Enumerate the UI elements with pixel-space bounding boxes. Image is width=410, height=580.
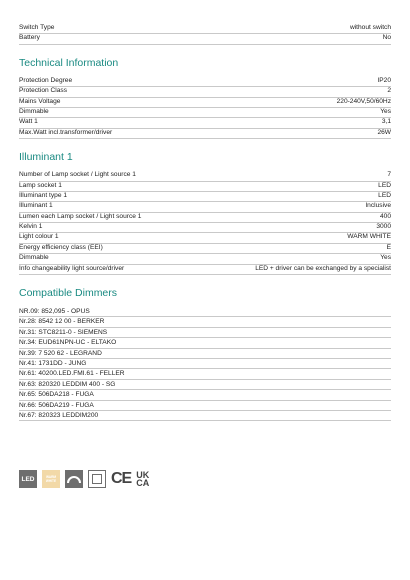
dimmable-arc-icon [67, 474, 81, 484]
spec-row [19, 129, 391, 139]
list-item: Nr.34: EUD61NPN-UC - ELTAKO [19, 338, 391, 348]
spec-label: Lumen each Lamp socket / Light source 1 [19, 212, 142, 220]
led-icon-label: LED [21, 475, 35, 483]
spec-value: Yes [380, 107, 391, 115]
spec-row [19, 244, 391, 254]
spec-row [19, 265, 391, 275]
list-item: Nr.67: 820323 LEDDIM200 [19, 411, 391, 421]
general-table [19, 24, 391, 45]
dimmer-list [19, 307, 391, 421]
spec-label: Max.Watt incl.transformer/driver [19, 128, 113, 136]
spec-label: Protection Degree [19, 76, 73, 84]
product-spec-sheet [19, 24, 391, 421]
led-icon [19, 470, 37, 488]
spec-value: LED [378, 191, 391, 199]
spec-label: Protection Class [19, 87, 68, 95]
spec-label: Watt 1 [19, 118, 38, 126]
spec-value: WARM WHITE [347, 233, 391, 241]
spec-value: IP20 [377, 76, 391, 84]
spec-row [19, 98, 391, 108]
list-item: Nr.41: 1731DD - JUNG [19, 359, 391, 369]
technical-information-heading: Technical Information [19, 56, 119, 69]
spec-row [19, 223, 391, 233]
spec-row [19, 34, 391, 44]
list-item: Nr.65: 506DA218 - FUGA [19, 390, 391, 400]
list-item: Nr.28: 8542 12 00 - BERKER [19, 317, 391, 327]
spec-value: Inclusive [365, 202, 391, 210]
spec-value: 400 [379, 212, 391, 220]
spec-row [19, 171, 391, 181]
spec-value: 7 [387, 171, 391, 179]
spec-value: 3,1 [381, 118, 391, 126]
dimmable-icon [65, 470, 83, 488]
spec-label: Mains Voltage [19, 97, 61, 105]
ukca-line1: UK [136, 470, 150, 480]
spec-row [19, 77, 391, 87]
spec-value: 2 [387, 87, 391, 95]
spec-row [19, 24, 391, 34]
spec-value: LED [378, 181, 391, 189]
technical-table [19, 77, 391, 139]
ce-mark-icon: CE [111, 470, 132, 487]
spec-value: LED + driver can be exchanged by a specialist [255, 264, 391, 272]
spec-label: Info changeability light source/driver [19, 264, 125, 272]
spec-label: Illuminant type 1 [19, 191, 68, 199]
list-item: NR.09: 852,095 - OPUS [19, 307, 391, 317]
spec-label: Number of Lamp socket / Light source 1 [19, 171, 136, 179]
illuminant-table [19, 171, 391, 275]
warm-white-line2: WHITE [45, 479, 57, 483]
protection-class-2-icon [88, 470, 106, 488]
list-item: Nr.31: STC8211-0 - SIEMENS [19, 328, 391, 338]
spec-row [19, 213, 391, 223]
ukca-mark-icon [136, 471, 156, 487]
spec-label: Battery [19, 34, 40, 42]
warm-white-line1: WARM [45, 475, 57, 479]
list-item: Nr.39: 7 520 62 - LEGRAND [19, 349, 391, 359]
spec-label: Energy efficiency class (EEI) [19, 243, 103, 251]
spec-value: Yes [380, 254, 391, 262]
list-item: Nr.66: 506DA219 - FUGA [19, 401, 391, 411]
compatible-dimmers-heading: Compatible Dimmers [19, 287, 118, 300]
spec-label: Kelvin 1 [19, 223, 43, 231]
protection-class-2-inner-square [92, 474, 102, 484]
spec-value: E [386, 243, 391, 251]
spec-label: Dimmable [19, 107, 49, 115]
spec-value: No [382, 34, 391, 42]
spec-value: 26W [377, 128, 391, 136]
spec-row [19, 108, 391, 118]
spec-row [19, 87, 391, 97]
list-item: Nr.63: 820320 LEDDIM 400 - SG [19, 380, 391, 390]
certification-icons [19, 470, 156, 488]
spec-value: 3000 [376, 223, 391, 231]
illuminant-heading: Illuminant 1 [19, 151, 73, 164]
spec-label: Lamp socket 1 [19, 181, 62, 189]
spec-row [19, 192, 391, 202]
spec-label: Light colour 1 [19, 233, 59, 241]
list-item: Nr.61: 40200.LED.FMI.61 - FELLER [19, 369, 391, 379]
warm-white-icon [42, 470, 60, 488]
spec-label: Dimmable [19, 254, 49, 262]
ukca-line2: CA [136, 478, 150, 488]
spec-value: without switch [349, 23, 391, 31]
spec-label: Switch Type [19, 23, 55, 31]
spec-row [19, 182, 391, 192]
spec-label: Illuminant 1 [19, 202, 53, 210]
spec-value: 220-240V,50/60Hz [336, 97, 391, 105]
